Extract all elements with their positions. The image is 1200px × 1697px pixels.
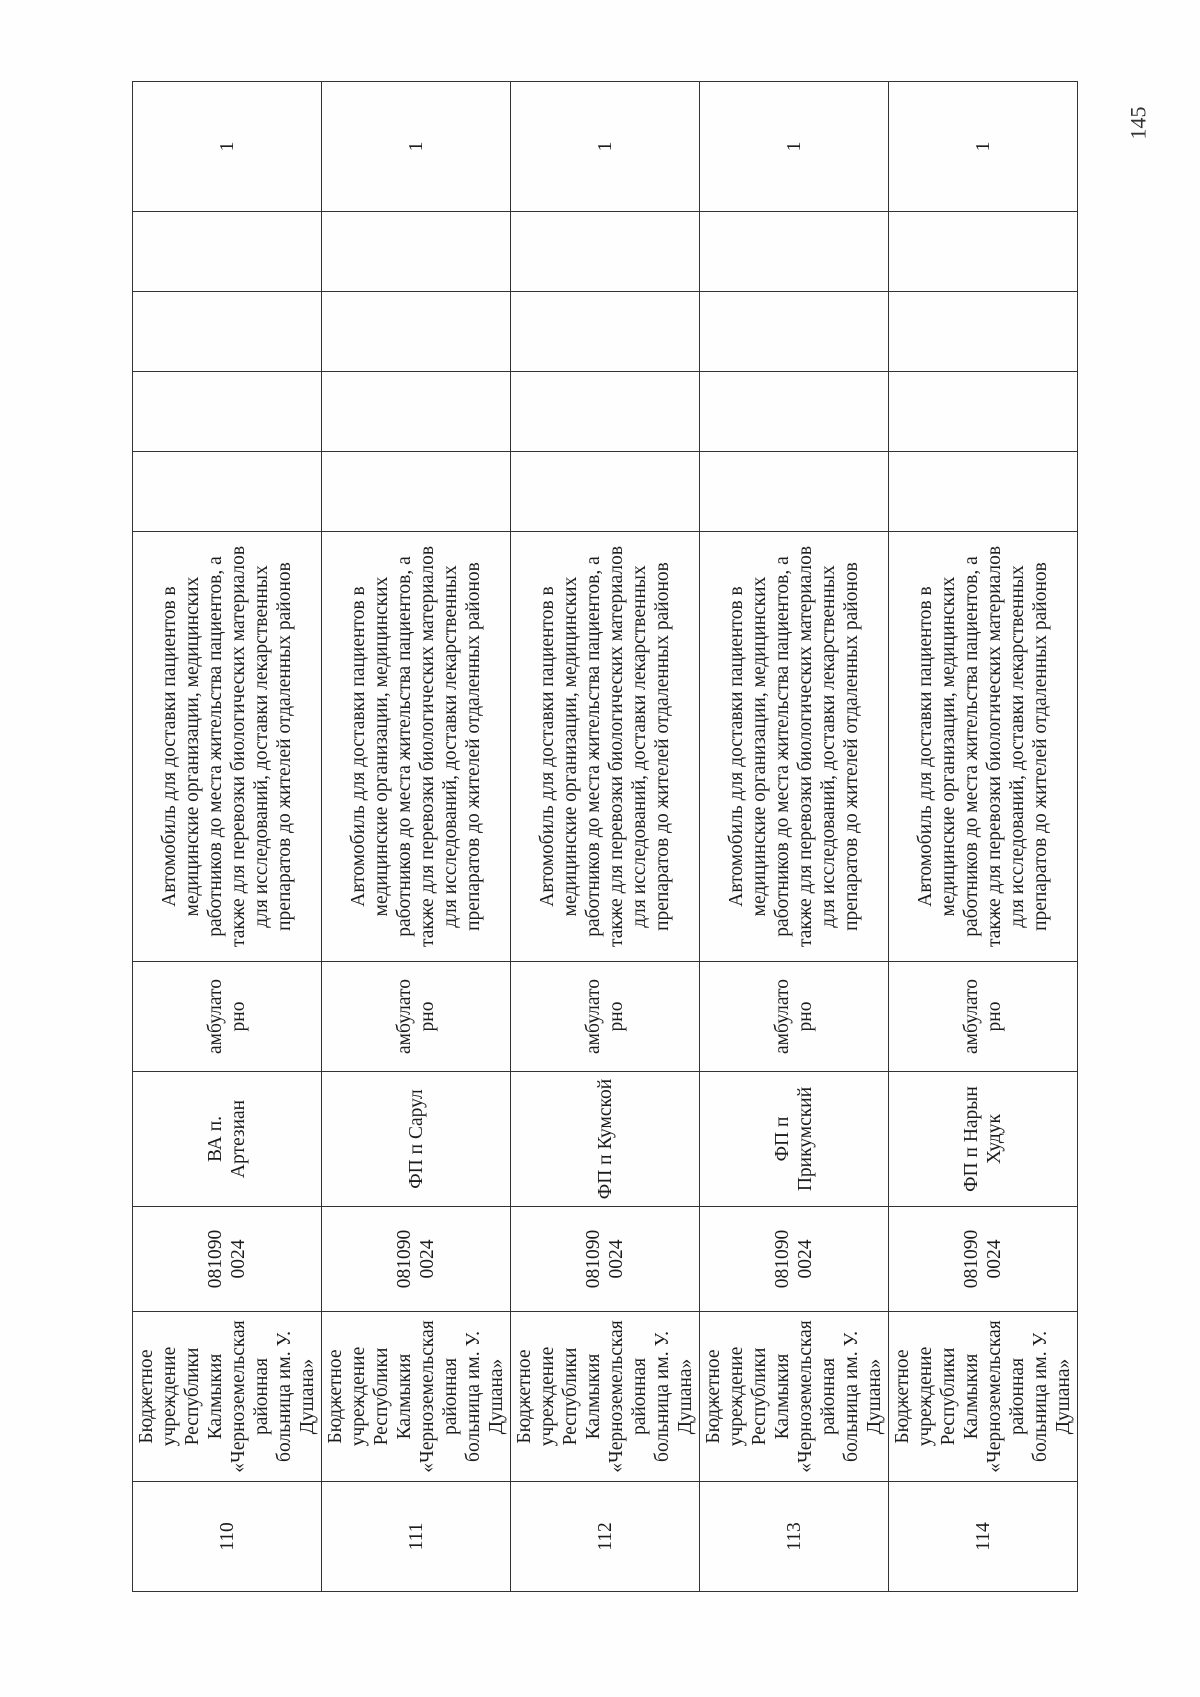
empty-cell — [322, 212, 511, 292]
table-row — [700, 82, 889, 1592]
quantity: 1 — [889, 82, 1078, 212]
organization-name: Бюджетное учреждение Республики Калмыкия «Черноземельская районная больница им. У. Душана» — [133, 1312, 322, 1482]
rotated-page-container — [132, 82, 1074, 1592]
empty-cell — [133, 372, 322, 452]
empty-cell — [700, 372, 889, 452]
care-type: амбулато рно — [133, 962, 322, 1072]
empty-cell — [889, 292, 1078, 372]
organization-name: Бюджетное учреждение Республики Калмыкия «Черноземельская районная больница им. У. Душана» — [889, 1312, 1078, 1482]
organization-code: 081090 0024 — [700, 1207, 889, 1312]
vehicle-description: Автомобиль для доставки пациентов в медицинские организации, медицинских работников до места жительства пациентов, а также для перевозки биологических материалов для исследований, доставки лекарственных препаратов до жителей отдаленных районов — [700, 532, 889, 962]
empty-cell — [133, 212, 322, 292]
vehicle-description: Автомобиль для доставки пациентов в медицинские организации, медицинских работников до места жительства пациентов, а также для перевозки биологических материалов для исследований, доставки лекарственных препаратов до жителей отдаленных районов — [133, 532, 322, 962]
vehicle-description: Автомобиль для доставки пациентов в медицинские организации, медицинских работников до места жительства пациентов, а также для перевозки биологических материалов для исследований, доставки лекарственных препаратов до жителей отдаленных районов — [889, 532, 1078, 962]
care-type: амбулато рно — [322, 962, 511, 1072]
empty-cell — [700, 212, 889, 292]
organization-code: 081090 0024 — [511, 1207, 700, 1312]
empty-cell — [889, 212, 1078, 292]
vehicle-description: Автомобиль для доставки пациентов в медицинские организации, медицинских работников до места жительства пациентов, а также для перевозки биологических материалов для исследований, доставки лекарственных препаратов до жителей отдаленных районов — [322, 532, 511, 962]
empty-cell — [322, 292, 511, 372]
quantity: 1 — [322, 82, 511, 212]
empty-cell — [511, 292, 700, 372]
empty-cell — [700, 292, 889, 372]
quantity: 1 — [133, 82, 322, 212]
organization-name: Бюджетное учреждение Республики Калмыкия «Черноземельская районная больница им. У. Душана» — [700, 1312, 889, 1482]
location-name: ФП п Кумской — [511, 1072, 700, 1207]
organization-code: 081090 0024 — [133, 1207, 322, 1312]
organization-name: Бюджетное учреждение Республики Калмыкия «Черноземельская районная больница им. У. Душана» — [322, 1312, 511, 1482]
table-row — [511, 82, 700, 1592]
landscape-content — [132, 82, 1074, 1592]
quantity: 1 — [700, 82, 889, 212]
empty-cell — [511, 452, 700, 532]
empty-cell — [322, 372, 511, 452]
row-number: 110 — [133, 1482, 322, 1592]
quantity: 1 — [511, 82, 700, 212]
page-number: 145 — [1125, 106, 1151, 140]
empty-cell — [889, 452, 1078, 532]
empty-cell — [133, 452, 322, 532]
care-type: амбулато рно — [700, 962, 889, 1072]
location-name: ФП п Нарын Худук — [889, 1072, 1078, 1207]
empty-cell — [700, 452, 889, 532]
vehicle-description: Автомобиль для доставки пациентов в медицинские организации, медицинских работников до места жительства пациентов, а также для перевозки биологических материалов для исследований, доставки лекарственных препаратов до жителей отдаленных районов — [511, 532, 700, 962]
organization-name: Бюджетное учреждение Республики Калмыкия «Черноземельская районная больница им. У. Душана» — [511, 1312, 700, 1482]
row-number: 113 — [700, 1482, 889, 1592]
organization-code: 081090 0024 — [889, 1207, 1078, 1312]
table-row — [133, 82, 322, 1592]
equipment-table — [132, 81, 1078, 1592]
table-row — [889, 82, 1078, 1592]
table-row — [322, 82, 511, 1592]
care-type: амбулато рно — [511, 962, 700, 1072]
empty-cell — [511, 372, 700, 452]
row-number: 112 — [511, 1482, 700, 1592]
location-name: ВА п. Артезиан — [133, 1072, 322, 1207]
row-number: 114 — [889, 1482, 1078, 1592]
empty-cell — [322, 452, 511, 532]
empty-cell — [889, 372, 1078, 452]
care-type: амбулато рно — [889, 962, 1078, 1072]
organization-code: 081090 0024 — [322, 1207, 511, 1312]
empty-cell — [511, 212, 700, 292]
empty-cell — [133, 292, 322, 372]
location-name: ФП п Сарул — [322, 1072, 511, 1207]
row-number: 111 — [322, 1482, 511, 1592]
location-name: ФП п Прикумский — [700, 1072, 889, 1207]
